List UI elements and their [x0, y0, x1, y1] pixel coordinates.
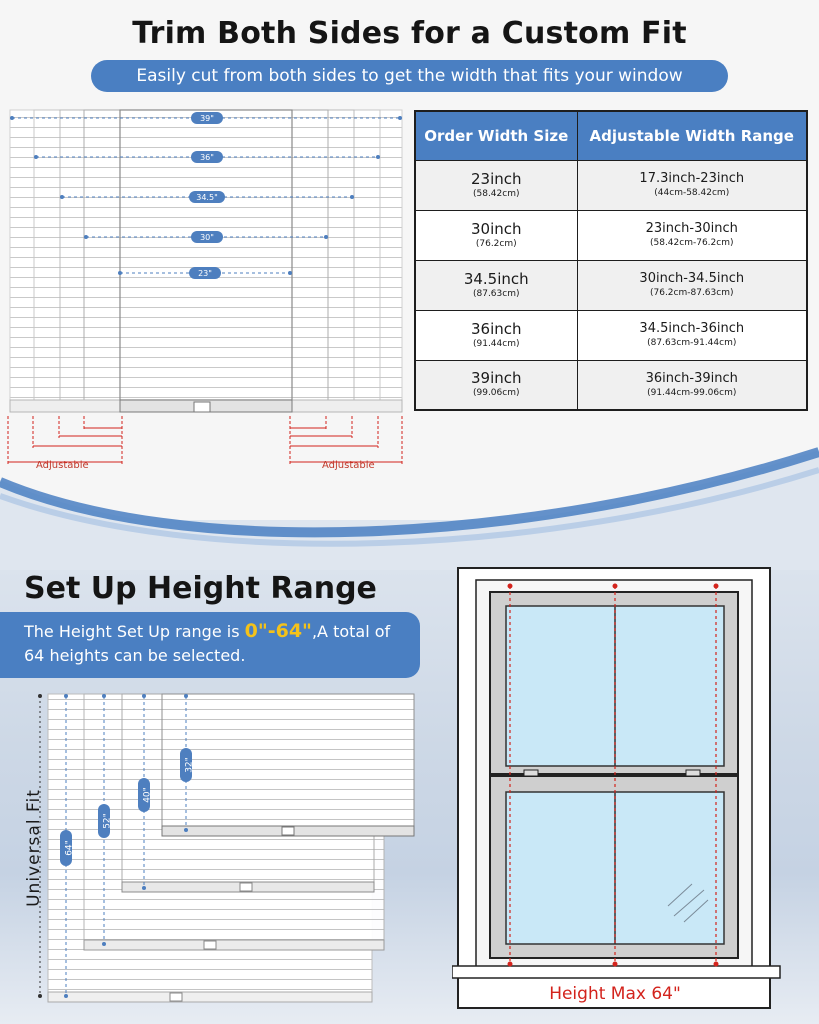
height-label-52: 52": [102, 813, 113, 829]
range-cell: [577, 210, 807, 260]
subtitle-text: Easily cut from both sides to get the width that fits your window: [136, 66, 683, 86]
dim-label-30: 30": [191, 231, 223, 243]
height-section-title: Set Up Height Range: [24, 571, 377, 606]
order-width-value: 23inch: [470, 169, 522, 188]
page-title: Trim Both Sides for a Custom Fit: [132, 16, 687, 51]
width-blinds-diagram: [8, 108, 404, 414]
table-header-row: [415, 111, 807, 160]
dim-label-34-5: 34.5": [189, 191, 225, 203]
height-label-32: 32": [184, 757, 195, 773]
height-blinds-diagram: [38, 690, 418, 1006]
height-label-64: 64": [64, 840, 75, 856]
column-header-order-width: Order Width Size: [415, 111, 577, 160]
dim-label-23: 23": [189, 267, 221, 279]
table-row: [415, 360, 807, 410]
range-cell: [577, 260, 807, 310]
dim-label-39: 39": [191, 112, 223, 124]
banner-text-end: ,A total of: [311, 622, 391, 641]
order-width-cm: (76.2cm): [475, 238, 517, 249]
order-width-cm: (99.06cm): [472, 388, 520, 399]
dim-label-36: 36": [191, 151, 223, 163]
range-value: 23inch-30inch: [645, 221, 738, 236]
range-cm: (44cm-58.42cm): [654, 188, 730, 198]
range-value: 36inch-39inch: [645, 370, 738, 386]
range-cell: [577, 310, 807, 360]
width-size-table: [414, 110, 808, 411]
table-row: [415, 310, 807, 360]
table-row: [415, 160, 807, 210]
table-row: [415, 210, 807, 260]
range-cm: (76.2cm-87.63cm): [649, 288, 734, 298]
column-header-adjustable-range: Adjustable Width Range: [577, 111, 807, 160]
banner-text-start: The Height Set Up range is: [24, 622, 245, 641]
banner-text-line2: 64 heights can be selected.: [24, 646, 246, 665]
wave-divider: [0, 440, 819, 570]
order-width-cm: (91.44cm): [472, 338, 520, 349]
order-width-cell: [415, 260, 577, 310]
order-width-cell: [415, 360, 577, 410]
adjustable-label-left: Adjustable: [36, 460, 89, 471]
order-width-cell: [415, 160, 577, 210]
order-width-cell: [415, 210, 577, 260]
height-max-label: Height Max 64": [549, 984, 681, 1004]
table-row: [415, 260, 807, 310]
range-value: 17.3inch-23inch: [639, 171, 745, 186]
range-cm: (87.63cm-91.44cm): [647, 338, 737, 348]
window-illustration: [452, 566, 782, 1016]
range-cm: (58.42cm-76.2cm): [649, 238, 734, 248]
range-cell: [577, 160, 807, 210]
range-value: 30inch-34.5inch: [639, 271, 745, 286]
height-label-40: 40": [142, 787, 153, 803]
order-width-cm: (87.63cm): [472, 288, 520, 299]
range-cm: (91.44cm-99.06cm): [647, 387, 737, 398]
subtitle-banner: [91, 60, 728, 92]
order-width-value: 36inch: [470, 319, 522, 338]
order-width-cm: (58.42cm): [472, 188, 520, 199]
order-width-value: 34.5inch: [463, 269, 529, 288]
order-width-value: 30inch: [470, 219, 522, 238]
banner-highlight-range: 0"-64": [244, 620, 312, 642]
order-width-cell: [415, 310, 577, 360]
range-cell: [577, 360, 807, 410]
blinds-height-illustration: [38, 690, 418, 1006]
range-value: 34.5inch-36inch: [639, 321, 745, 336]
height-info-banner: [0, 612, 420, 678]
order-width-value: 39inch: [470, 369, 522, 388]
universal-fit-label: Universal Fit: [24, 789, 44, 907]
window-diagram: [452, 566, 782, 1016]
adjustable-label-right: Adjustable: [322, 460, 375, 471]
